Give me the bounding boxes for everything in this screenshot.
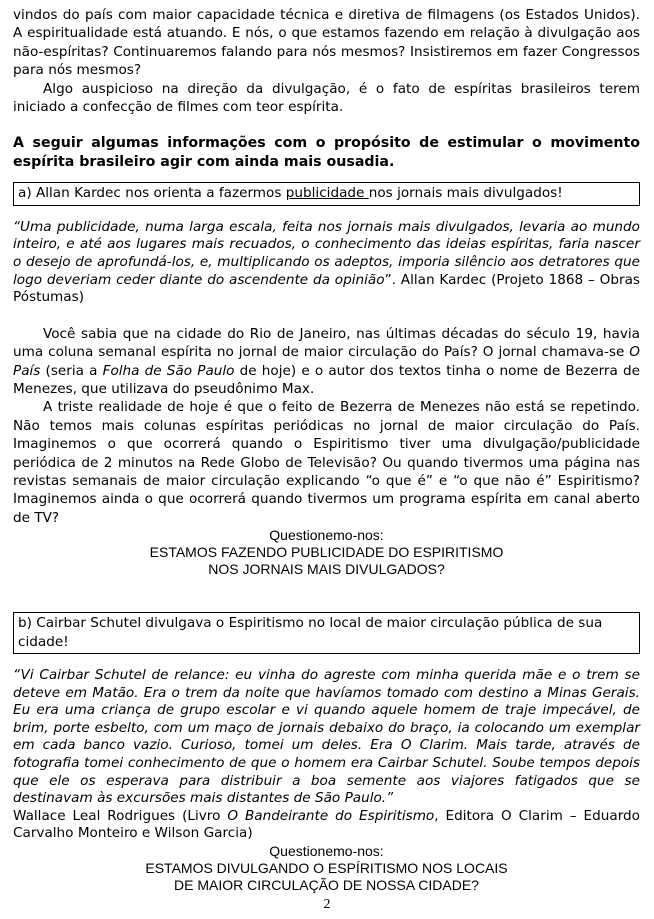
section-a-title-post: nos jornais mais divulgados! [368, 185, 563, 202]
intro-paragraph-2: Algo auspicioso na direção da divulgação, é o fato de espíritas brasileiros terem iniciado a confecção de filmes com teor espírita. [13, 80, 640, 116]
section-b-question-line-1: ESTAMOS DIVULGANDO O ESPÍRITISMO NOS LOCAIS [145, 860, 508, 877]
section-a-question-intro: Questionemo-nos: [269, 527, 384, 544]
section-b-title-box: b) Cairbar Schutel divulgava o Espiritismo no local de maior circulação pública de sua cidade! [13, 612, 640, 654]
section-a-paragraph-2: A triste realidade de hoje é que o feito de Bezerra de Menezes não está se repetindo. Não temos mais colunas espíritas periódicas no jornal de maior circulação do País. Imaginemos o que ocorrerá quando o Espiritismo tiver uma divulgação/publicidade periódica de 2 minutos na Rede Globo de Televisão? Ou quando tivermos uma página nas revistas semanais de maior circulação explicando “o que é” e “o que não é” Espiritismo? Imaginemos ainda o que ocorrerá quando tivermos um programa espírita em canal aberto de TV? [13, 399, 640, 526]
source-text-a: Wallace Leal Rodrigues (Livro [13, 807, 228, 824]
cairbar-quote-source [13, 808, 640, 843]
section-b-question-line-2: DE MAIOR CIRCULAÇÃO DE NOSSA CIDADE? [174, 877, 479, 894]
section-a-question-line-1: ESTAMOS FAZENDO PUBLICIDADE DO ESPIRITISMO [149, 544, 504, 561]
newspaper-name-folha: Folha de São Paulo [102, 362, 235, 379]
kardec-quote [13, 219, 640, 307]
section-a-question-line-2: NOS JORNAIS MAIS DIVULGADOS? [208, 561, 445, 578]
section-a-paragraph-1 [13, 325, 640, 399]
page-number: 2 [323, 897, 331, 912]
section-b-question-intro: Questionemo-nos: [269, 843, 384, 860]
source-text-b: , Editora O Clarim – Eduardo Carvalho Monteiro e Wilson Garcia) [13, 807, 640, 842]
newspaper-name-o-pais: O País [13, 344, 640, 379]
p1-text-a: Você sabia que na cidade do Rio de Janeiro, nas últimas décadas do século 19, havia uma coluna semanal espírita no jornal de maior circulação do País? O jornal chamava-se [13, 325, 640, 361]
kardec-quote-text: “Uma publicidade, numa larga escala, feita nos jornais mais divulgados, levaria ao mundo inteiro, e até aos lugares mais recuados, o conhecimento das ideias espíritas, faria nascer o desejo de aprofundá-los, e, multiplicando os adeptos, imporia silêncio aos detratores que logo deveriam ceder diante do ascendente da opinião [13, 218, 640, 288]
section-a-title-box [13, 182, 640, 205]
kardec-quote-source: ”. Allan Kardec (Projeto 1868 – Obras Póstumas) [13, 271, 640, 306]
headline: A seguir algumas informações com o propósito de estimular o movimento espírita brasileiro agir com ainda mais ousadia. [13, 135, 640, 171]
intro-paragraph: vindos do país com maior capacidade técnica e diretiva de filmagens (os Estados Unidos). A espiritualidade está atuando. E nós, o que estamos fazendo em relação à divulgação aos não-espíritas? Continuaremos falando para nós mesmos? Insistiremos em fazer Congressos para nós mesmos? [13, 7, 640, 79]
cairbar-quote-text: “Vi Cairbar Schutel de relance: eu vinha do agreste com minha querida mãe e o trem se deteve em Matão. Era o trem da noite que havíamos tomado com destino a Minas Gerais. Eu era uma criança de grupo escolar e vi quando aquele homem de traje impecável, de brim, porte esbelto, com um maço de jornais debaixo do braço, ia colocando um exemplar em cada banco vazio. Curioso, tomei um deles. Era O Clarim. Mais tarde, através de fotografia tomei conhecimento de que o homem era Cairbar Schutel. Soube tempos depois que ele os esperava para distribuir a boa semente aos viajores fatigados que se destinavam às excursões mais distantes de São Paulo.” [13, 667, 640, 807]
section-a-title-underlined: publicidade [285, 185, 369, 202]
document-page [13, 6, 640, 894]
section-a-title-pre: a) Allan Kardec nos orienta a fazermos [18, 185, 286, 202]
p1-text-b: (seria a [40, 362, 103, 379]
cairbar-quote [13, 667, 640, 808]
p1-text-c: de hoje) e o autor dos textos tinha o nome de Bezerra de Menezes, que utilizava do pseudônimo Max. [13, 362, 640, 398]
book-title: O Bandeirante do Espiritismo [227, 807, 435, 824]
